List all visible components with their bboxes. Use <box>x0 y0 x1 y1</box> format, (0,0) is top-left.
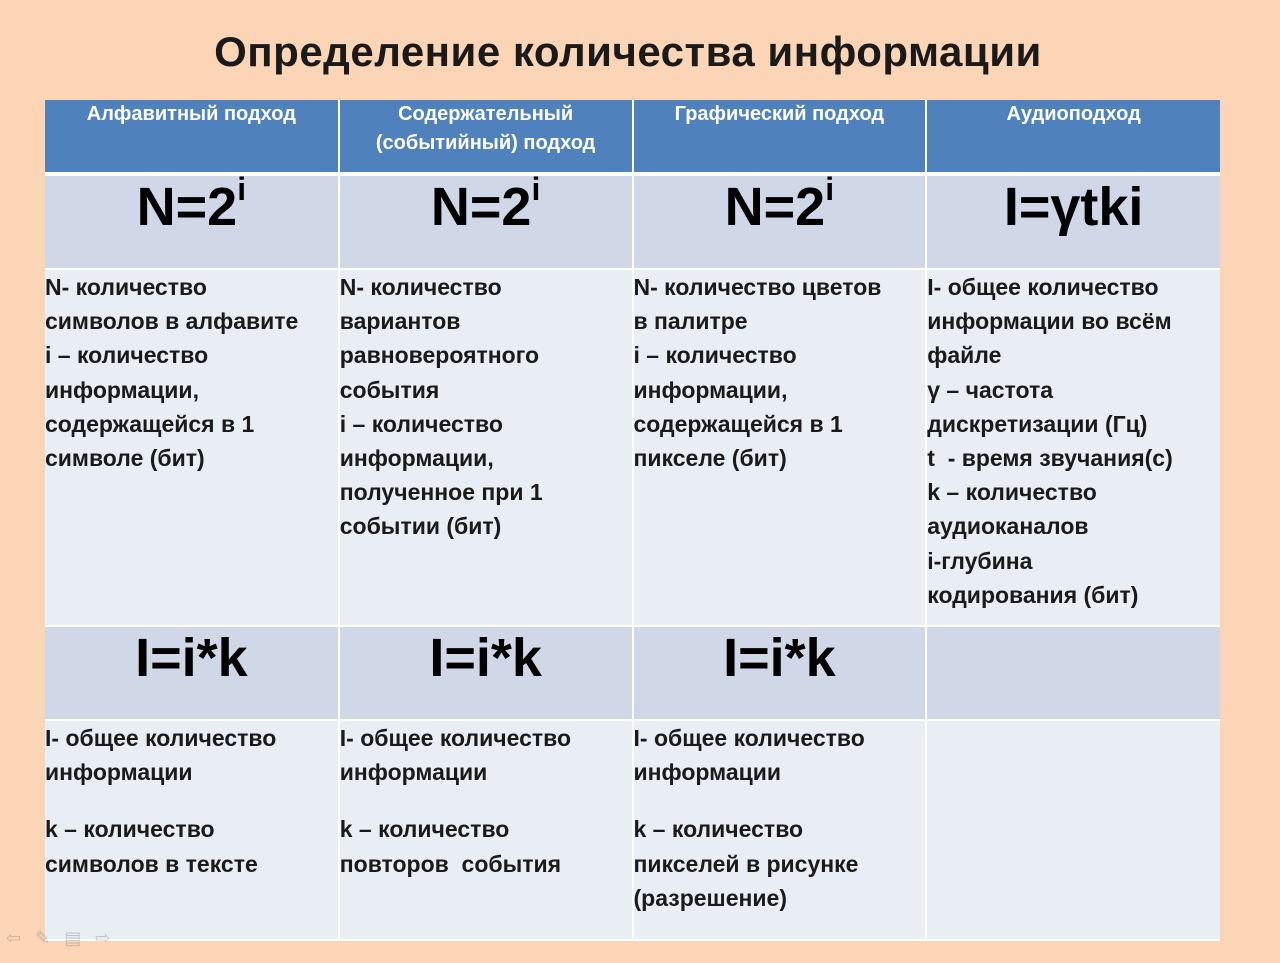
header-row <box>45 100 1220 174</box>
description-cell: N- количество символов в алфавите i – количество информации, содержащейся в 1 символе (бит) <box>45 269 339 626</box>
formula-cell: I=i*k <box>45 626 339 720</box>
description-cell: I- общее количество информации во всём файле γ – частота дискретизации (Гц) t - время звучания(с) k – количество аудиоканалов i-глубина кодирования (бит) <box>926 269 1220 626</box>
description-cell: N- количество вариантов равновероятного события i – количество информации, полученное при 1 событии (бит) <box>339 269 633 626</box>
back-arrow-icon[interactable]: ⇦ <box>6 928 22 948</box>
header-alphabetic: Алфавитный подход <box>45 100 339 174</box>
description-row-2 <box>45 720 1220 940</box>
description-cell: I- общее количество информации k – количество повторов события <box>339 720 633 940</box>
formula-cell: I=i*k <box>633 626 927 720</box>
description-row-1 <box>45 269 1220 626</box>
menu-icon[interactable]: ▤ <box>64 928 82 948</box>
description-cell: I- общее количество информации k – количество пикселей в рисунке (разрешение) <box>633 720 927 940</box>
header-graphic: Графический подход <box>633 100 927 174</box>
description-cell: I- общее количество информации k – количество символов в тексте <box>45 720 339 940</box>
formula-cell: I=γtki <box>926 174 1220 269</box>
formula-row-1 <box>45 174 1220 269</box>
header-content: Содержательный (событийный) подход <box>339 100 633 174</box>
header-audio: Аудиоподход <box>926 100 1220 174</box>
formula-cell: $N=2^i$ <box>633 174 927 269</box>
slide-nav-bar <box>6 928 110 950</box>
formula-cell-empty <box>926 626 1220 720</box>
info-table <box>45 100 1220 941</box>
formula-row-2 <box>45 626 1220 720</box>
formula-cell: $N=2^i$ <box>45 174 339 269</box>
formula-cell: I=i*k <box>339 626 633 720</box>
description-cell-empty <box>926 720 1220 940</box>
description-cell: N- количество цветов в палитре i – количество информации, содержащейся в 1 пикселе (бит) <box>633 269 927 626</box>
pen-icon[interactable]: ✎ <box>35 928 51 948</box>
formula-cell: $N=2^i$ <box>339 174 633 269</box>
page-title: Определение количества информации <box>214 28 1042 75</box>
forward-arrow-icon[interactable]: ⇨ <box>95 928 111 948</box>
